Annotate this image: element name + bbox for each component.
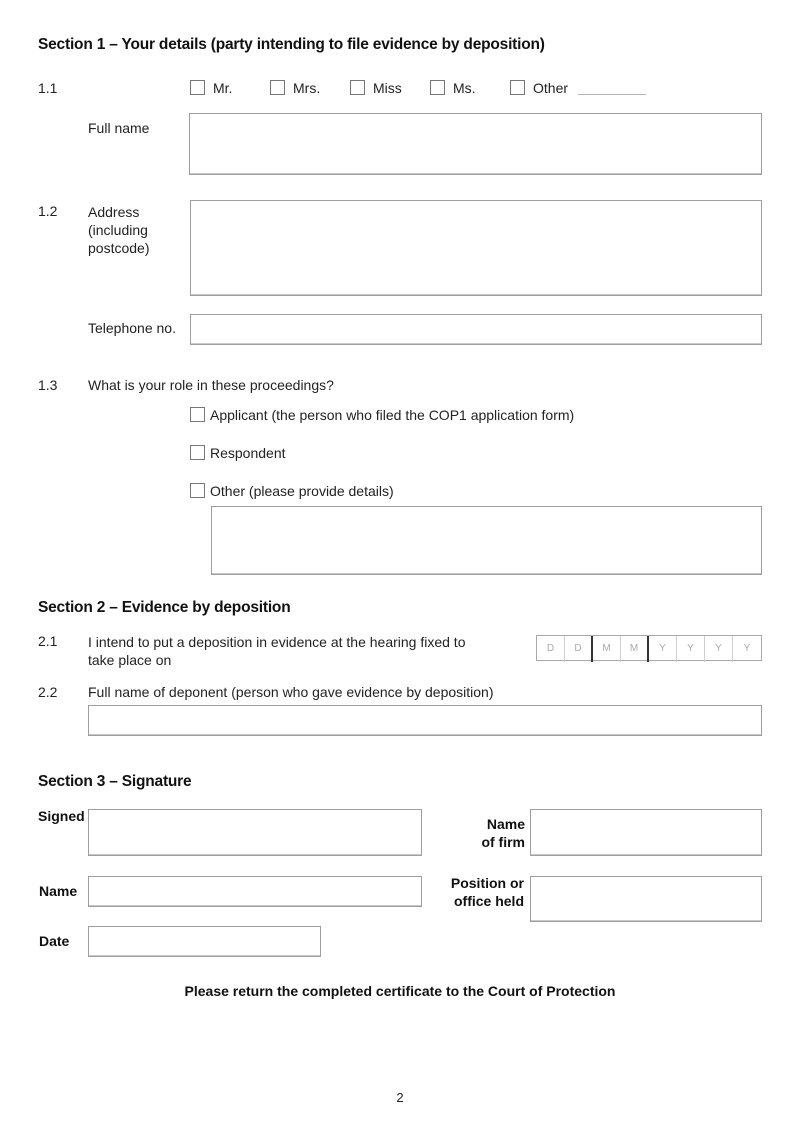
- address-input[interactable]: [190, 200, 762, 296]
- question-number-1-2: 1.2: [38, 203, 58, 219]
- question-number-2-1: 2.1: [38, 633, 58, 649]
- section-2-heading: Section 2 – Evidence by deposition: [38, 599, 291, 616]
- address-label-line-3: postcode): [88, 240, 150, 256]
- firm-label-line-1: Name: [486, 816, 525, 832]
- title-other-label: Other: [533, 80, 569, 96]
- title-mr-label: Mr.: [213, 80, 233, 96]
- full-name-input[interactable]: [189, 113, 762, 175]
- title-other-checkbox[interactable]: [510, 80, 525, 95]
- question-number-1-1: 1.1: [38, 80, 58, 96]
- date-label: Date: [39, 933, 70, 949]
- question-number-2-2: 2.2: [38, 684, 58, 700]
- section-3-heading: Section 3 – Signature: [38, 773, 192, 790]
- position-label-line-2: office held: [453, 893, 524, 909]
- signed-label: Signed: [38, 808, 85, 824]
- date-year-2[interactable]: Y: [677, 636, 705, 662]
- title-ms-label: Ms.: [453, 80, 476, 96]
- date-month-2[interactable]: M: [621, 636, 649, 662]
- role-other-details-input[interactable]: [211, 506, 762, 575]
- telephone-label: Telephone no.: [88, 320, 176, 336]
- date-day-2[interactable]: D: [565, 636, 593, 662]
- position-input[interactable]: [530, 876, 762, 922]
- address-label-line-1: Address: [88, 204, 140, 220]
- role-applicant-label: Applicant (the person who filed the COP1 application form): [210, 407, 575, 423]
- firm-label-line-2: of firm: [481, 834, 525, 850]
- title-mr-checkbox[interactable]: [190, 80, 205, 95]
- role-respondent-label: Respondent: [210, 445, 286, 461]
- role-other-checkbox[interactable]: [190, 483, 205, 498]
- signature-input[interactable]: [88, 809, 422, 856]
- hearing-date-question-line-1: I intend to put a deposition in evidence at the hearing fixed to: [88, 634, 466, 650]
- signature-date-input[interactable]: [88, 926, 321, 957]
- title-mrs-checkbox[interactable]: [270, 80, 285, 95]
- role-other-label: Other (please provide details): [210, 483, 394, 499]
- question-number-1-3: 1.3: [38, 377, 58, 393]
- deponent-name-input[interactable]: [88, 705, 762, 736]
- title-other-input[interactable]: [578, 94, 646, 95]
- signatory-name-input[interactable]: [88, 876, 422, 907]
- telephone-input[interactable]: [190, 314, 762, 345]
- firm-label: [440, 815, 525, 851]
- hearing-date-question: [88, 633, 466, 669]
- title-miss-label: Miss: [373, 80, 402, 96]
- full-name-label: Full name: [88, 120, 150, 136]
- hearing-date-question-line-2: take place on: [88, 652, 172, 668]
- address-label-line-2: (including: [88, 222, 148, 238]
- position-label-line-1: Position or: [450, 875, 524, 891]
- position-label: [430, 874, 524, 910]
- date-month-1[interactable]: M: [593, 636, 621, 662]
- hearing-date-input[interactable]: [536, 635, 762, 661]
- date-year-4[interactable]: Y: [743, 643, 751, 654]
- name-label: Name: [39, 883, 78, 899]
- role-question: What is your role in these proceedings?: [88, 377, 334, 393]
- return-instruction: Please return the completed certificate to the Court of Protection: [184, 983, 616, 999]
- date-year-3[interactable]: Y: [705, 636, 733, 662]
- deponent-question: Full name of deponent (person who gave evidence by deposition): [88, 684, 494, 700]
- date-day-1[interactable]: D: [537, 636, 565, 662]
- title-miss-checkbox[interactable]: [350, 80, 365, 95]
- date-year-1[interactable]: Y: [649, 636, 677, 662]
- address-label: [88, 203, 149, 257]
- role-applicant-checkbox[interactable]: [190, 407, 205, 422]
- page-number: 2: [396, 1090, 404, 1105]
- title-mrs-label: Mrs.: [293, 80, 321, 96]
- section-1-heading: Section 1 – Your details (party intending to file evidence by deposition): [38, 36, 545, 53]
- role-respondent-checkbox[interactable]: [190, 445, 205, 460]
- firm-name-input[interactable]: [530, 809, 762, 856]
- title-ms-checkbox[interactable]: [430, 80, 445, 95]
